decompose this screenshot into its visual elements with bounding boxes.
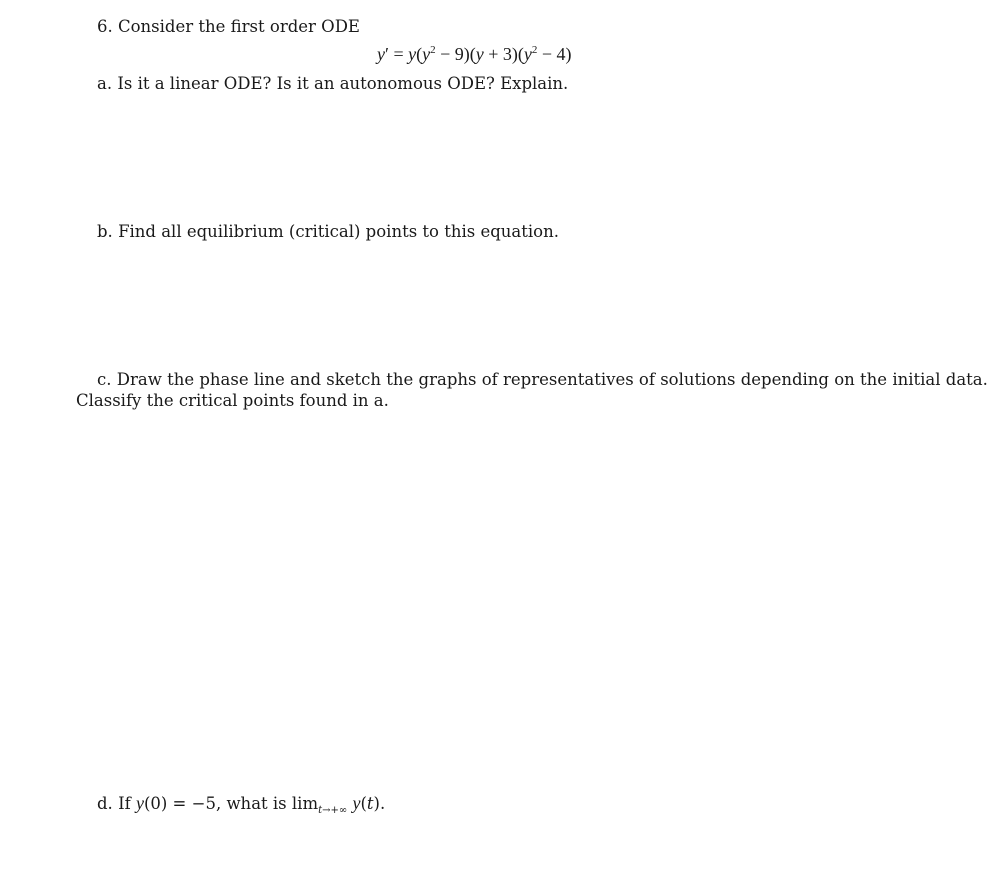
part-c-text: Draw the phase line and sketch the graphs of representatives of solutions depending on the initial data. xyxy=(116,370,988,389)
eq-y-squared: y xyxy=(422,44,431,64)
part-c-line2 xyxy=(76,391,389,411)
part-b xyxy=(97,222,559,242)
part-b-text: Find all equilibrium (critical) points to this equation. xyxy=(118,222,559,241)
eq-plus-3: + 3)( xyxy=(483,44,524,64)
problem-intro: Consider the first order ODE xyxy=(118,17,360,36)
part-d-y0-arg: (0) = −5, what is lim xyxy=(143,794,319,813)
eq-lhs-y: y xyxy=(377,44,385,64)
part-d-prefix: If xyxy=(118,794,136,813)
eq-equals: = xyxy=(388,44,409,64)
part-c-line1 xyxy=(97,370,988,390)
part-c-label: c. xyxy=(97,370,112,389)
eq-exponent-2: 2 xyxy=(430,44,436,56)
part-d-yt-open: ( xyxy=(360,794,367,813)
part-d-t-var: t xyxy=(366,794,374,813)
part-d-y0-var: y xyxy=(135,793,144,813)
part-a-label: a. xyxy=(97,74,113,93)
part-d xyxy=(97,793,385,814)
part-d-end: ). xyxy=(373,794,386,813)
problem-number: 6. xyxy=(97,17,113,36)
part-a-text: Is it a linear ODE? Is it an autonomous ODE? Explain. xyxy=(117,74,569,93)
part-c-text-continued: Classify the critical points found in a. xyxy=(76,391,389,410)
problem-heading xyxy=(97,17,360,37)
eq-exponent-2b: 2 xyxy=(531,44,538,56)
eq-minus-4: − 4) xyxy=(537,44,572,64)
part-a xyxy=(97,74,568,94)
eq-y-squared-2: y xyxy=(523,44,532,64)
eq-minus-9: − 9)( xyxy=(435,44,476,64)
ode-equation xyxy=(377,44,572,64)
part-d-limit-var: t xyxy=(318,805,323,816)
part-d-label: d. xyxy=(97,794,113,813)
part-d-limit-sub xyxy=(318,805,347,816)
eq-open-paren: ( xyxy=(416,44,423,64)
eq-factor-y: y xyxy=(408,44,417,64)
eq-y-plus: y xyxy=(475,44,484,64)
eq-prime: ′ xyxy=(385,44,389,64)
part-d-yt-var: y xyxy=(352,793,361,813)
part-b-label: b. xyxy=(97,222,113,241)
part-d-limit-arrow: →+∞ xyxy=(322,805,348,816)
